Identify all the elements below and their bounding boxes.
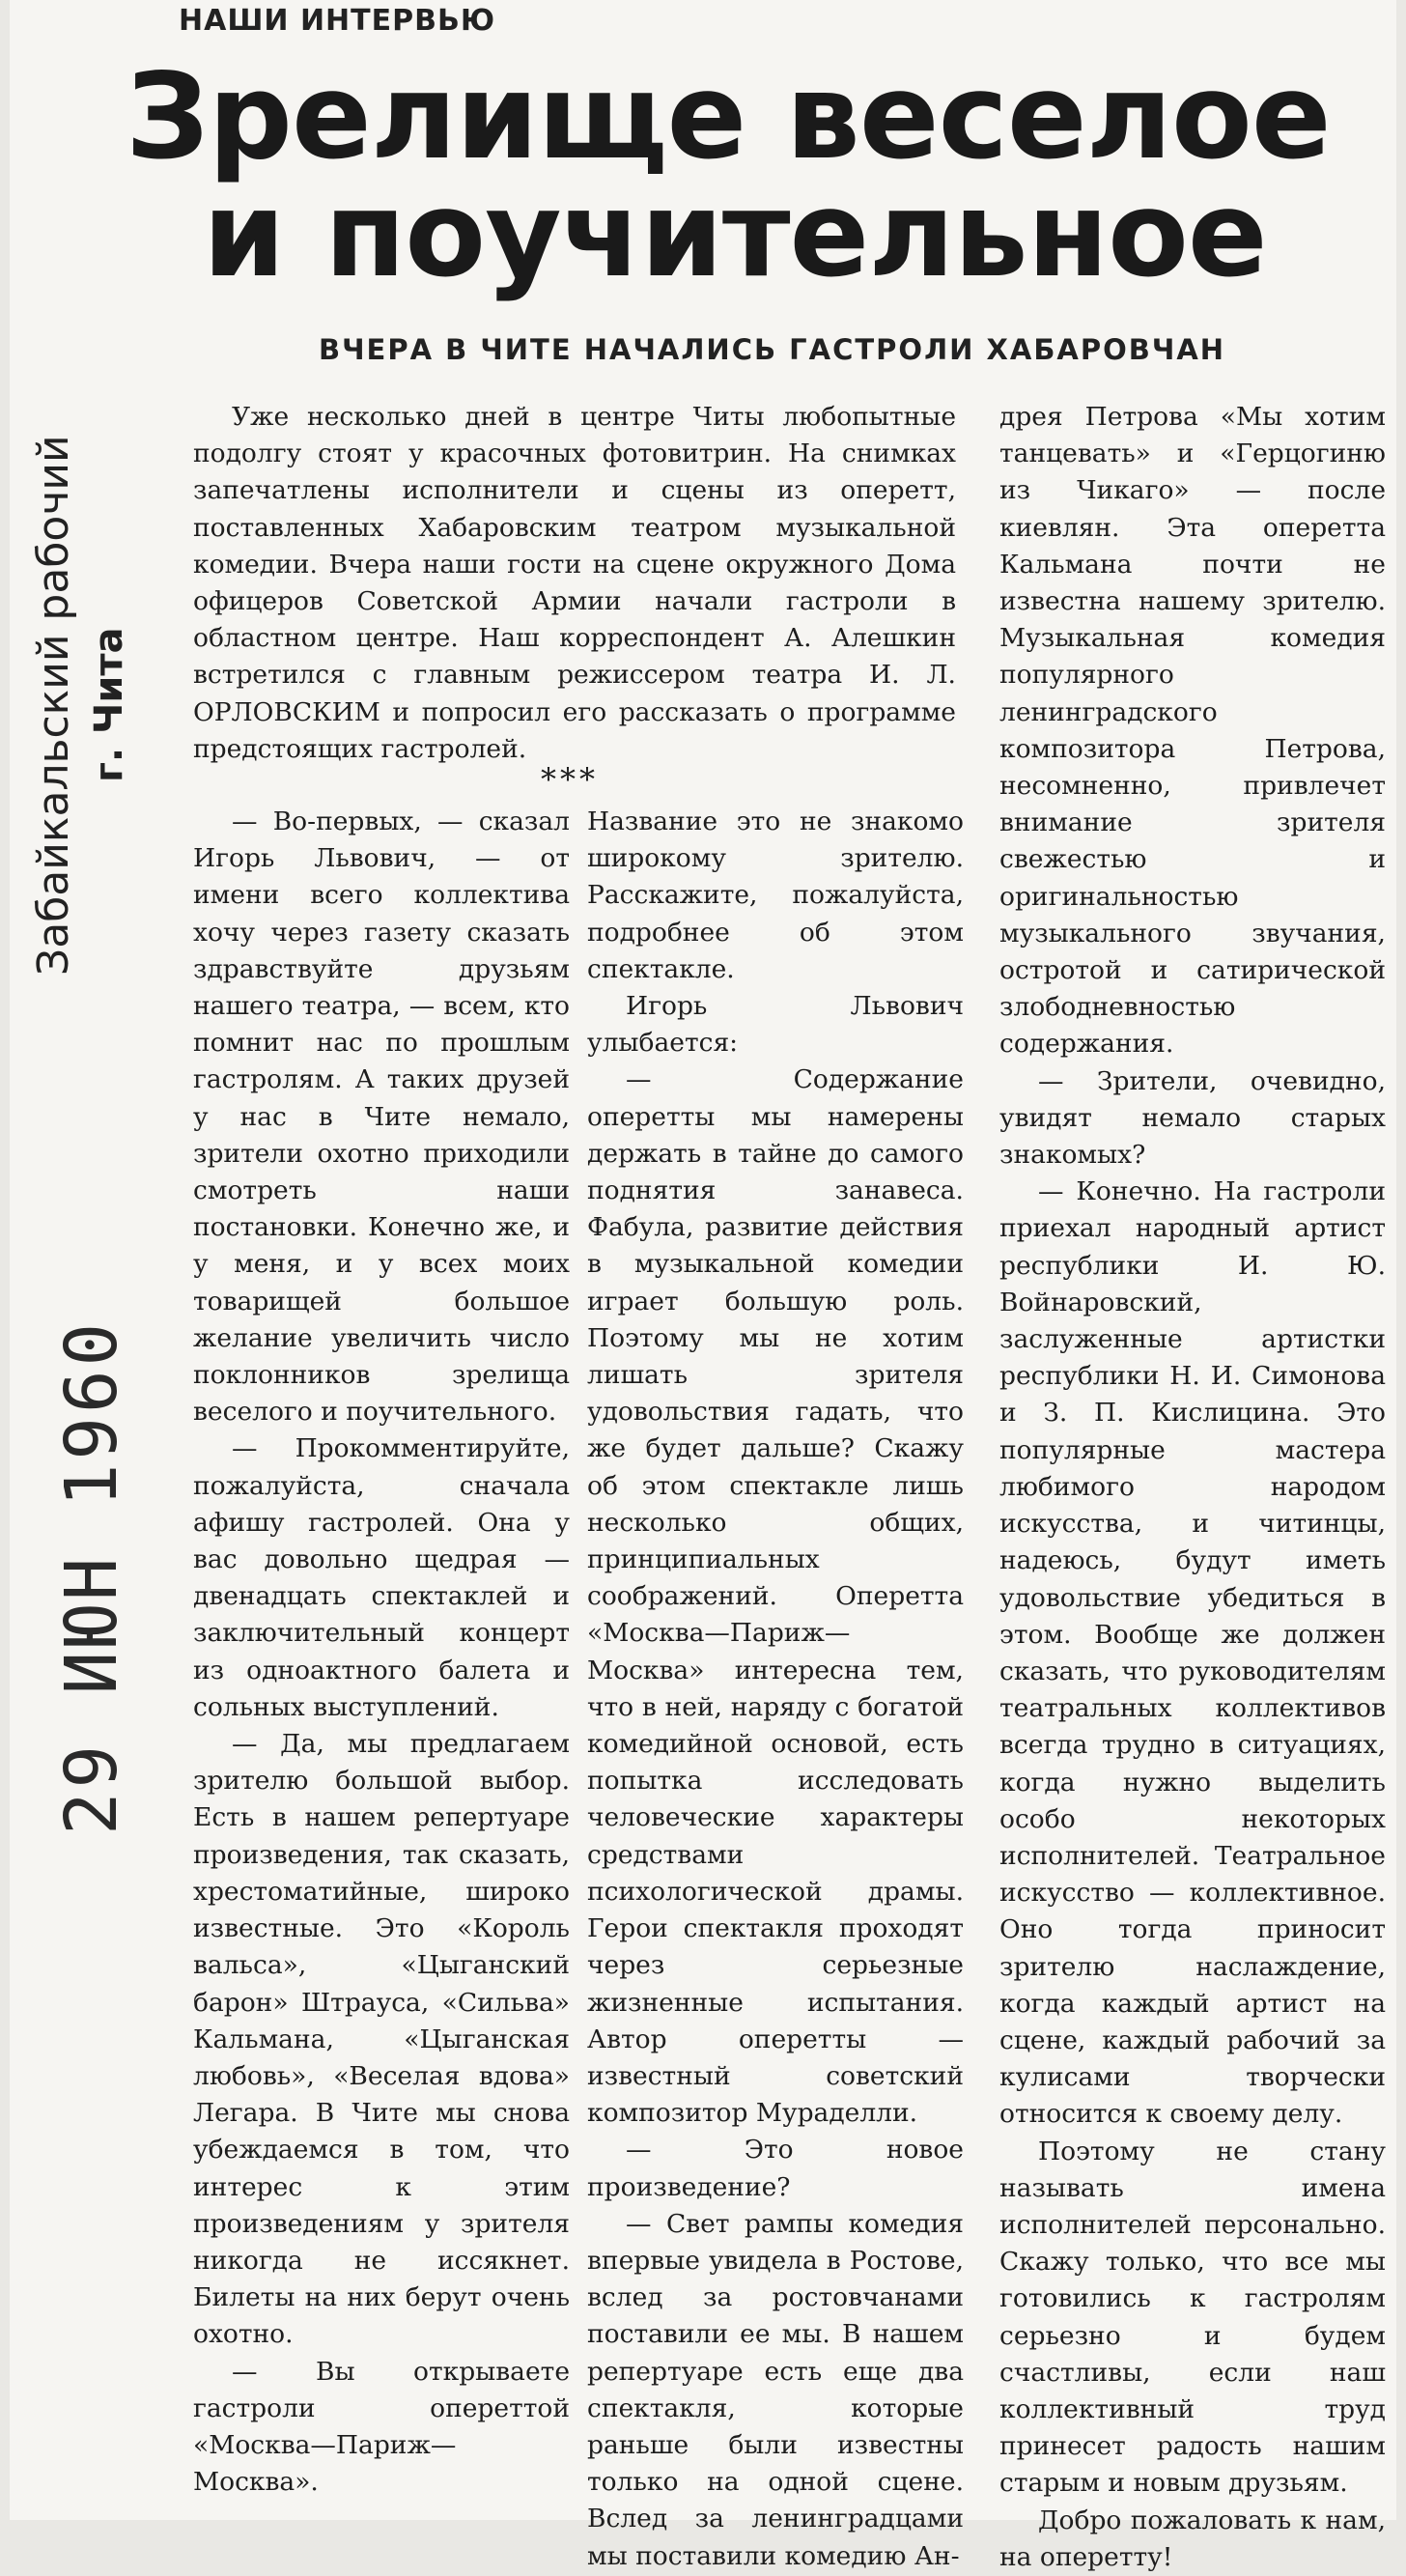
- paragraph: — Свет рампы комедия впервые увидела в Ростове, вслед за ростовчанами поставили ее мы. В нашем репертуаре есть еще два спектакля, которые раньше были известны только на одной сцене. Вслед за ленинградцами мы поставили комедию Ан-: [587, 2208, 964, 2571]
- headline-line-1: Зрелище веселое: [126, 48, 1331, 185]
- headline: [126, 48, 1333, 303]
- paragraph: — Зрители, очевидно, увидят немало старых знакомых?: [999, 1065, 1386, 1171]
- headline-line-2: и поучительное: [203, 166, 1267, 303]
- paragraph: Название это не знакомо широкому зрителю. Расскажите, пожалуйста, подробнее об этом спектакле.: [587, 807, 964, 984]
- paragraph: Добро пожаловать к нам, на оперетту!: [999, 2505, 1386, 2572]
- date-stamp: 29 ИЮН 1960: [50, 1318, 133, 1835]
- paragraph: дрея Петрова «Мы хотим танцевать» и «Герцогиню из Чикаго» — после киевлян. Эта оперетта Кальмана почти не известна нашему зрителю. Музыкальная комедия популярного ленинградского композитора Петрова, несомненно, привлечет внимание зрителя свежестью и оригинальностью музыкального звучания, остротой и сатирической злободневностью содержания.: [999, 402, 1386, 1060]
- column-1: [193, 804, 570, 2501]
- paragraph: Поэтому не стану называть имена исполнителей персонально. Скажу только, что все мы готовились к гастролям серьезно и будем счастливы, если наш коллективный труд принесет радость нашим старым и новым друзьям.: [999, 2136, 1386, 2499]
- city-note: г. Чита: [87, 627, 131, 782]
- article-intro: [193, 399, 956, 768]
- rubric: НАШИ ИНТЕРВЬЮ: [179, 4, 496, 38]
- section-separator: ***: [541, 761, 599, 798]
- newspaper-name-note: Забайкальский рабочий: [29, 435, 78, 976]
- paragraph: Игорь Львович улыбается:: [587, 991, 964, 1059]
- paragraph: — Это новое произведение?: [587, 2135, 964, 2202]
- column-3: [999, 399, 1386, 2576]
- intro-paragraph: Уже несколько дней в центре Читы любопытные подолгу стоят у красочных фотовитрин. На снимках запечатлены исполнители и сцены из оперетт, поставленных Хабаровским театром музыкальной комедии. Вчера наши гости на сцене окружного Дома офицеров Советской Армии начали гастроли в областном центре. Наш корреспондент А. Алешкин встретился с главным режиссером театра И. Л. ОРЛОВСКИМ и попросил его рассказать о программе предстоящих гастролей.: [193, 402, 956, 764]
- paragraph: — Прокомментируйте, пожалуйста, сначала афишу гастролей. Она у вас довольно щедрая — двенадцать спектаклей и заключительный концерт из одноактного балета и сольных выступлений.: [193, 1433, 570, 1722]
- paragraph: — Содержание оперетты мы намерены держать в тайне до самого поднятия занавеса. Фабула, развитие действия в музыкальной комедии играет большую роль. Поэтому мы не хотим лишать зрителя удовольствия гадать, что же будет дальше? Скажу об этом спектакле лишь несколько общих, принципиальных соображений. Оперетта «Москва—Париж—Москва» интересна тем, что в ней, наряду с богатой комедийной основой, есть попытка исследовать человеческие характеры средствами психологической драмы. Герои спектакля проходят через серьезные жизненные испытания. Автор оперетты — известный советский композитор Мураделли.: [587, 1064, 964, 2129]
- paragraph: — Конечно. На гастроли приехал народный артист республики И. Ю. Войнаровский, заслуженные артистки республики Н. И. Симонова и З. П. Кислицина. Это популярные мастера любимого народом искусства, и читинцы, надеюсь, будут иметь удовольствие убедиться в этом. Вообще же должен сказать, что руководителям театральных коллективов всегда трудно в ситуациях, когда нужно выделить особо некоторых исполнителей. Театральное искусство — коллективное. Оно тогда приносит зрителю наслаждение, когда каждый артист на сцене, каждый рабочий за кулисами творчески относится к своему делу.: [999, 1176, 1386, 2130]
- subheadline: ВЧЕРА В ЧИТЕ НАЧАЛИСЬ ГАСТРОЛИ ХАБАРОВЧАН: [319, 333, 1226, 366]
- paragraph: — Да, мы предлагаем зрителю большой выбор. Есть в нашем репертуаре произведения, так сказать, хрестоматийные, широко известные. Это «Король вальса», «Цыганский барон» Штрауса, «Сильва» Кальмана, «Цыганская любовь», «Веселая вдова» Легара. В Чите мы снова убеждаемся в том, что интерес к этим произведениям у зрителя никогда не иссякнет. Билеты на них берут очень охотно.: [193, 1729, 570, 2350]
- paragraph: — Во-первых, — сказал Игорь Львович, — от имени всего коллектива хочу через газету сказать здравствуйте друзьям нашего театра, — всем, кто помнит нас по прошлым гастролям. А таких друзей у нас в Чите немало, зрители охотно приходили смотреть наши постановки. Конечно же, и у меня, и у всех моих товарищей большое желание увеличить число поклонников зрелища веселого и поучительного.: [193, 807, 570, 1428]
- column-2: [587, 804, 964, 2575]
- paragraph: — Вы открываете гастроли опереттой «Москва—Париж—Москва».: [193, 2356, 570, 2498]
